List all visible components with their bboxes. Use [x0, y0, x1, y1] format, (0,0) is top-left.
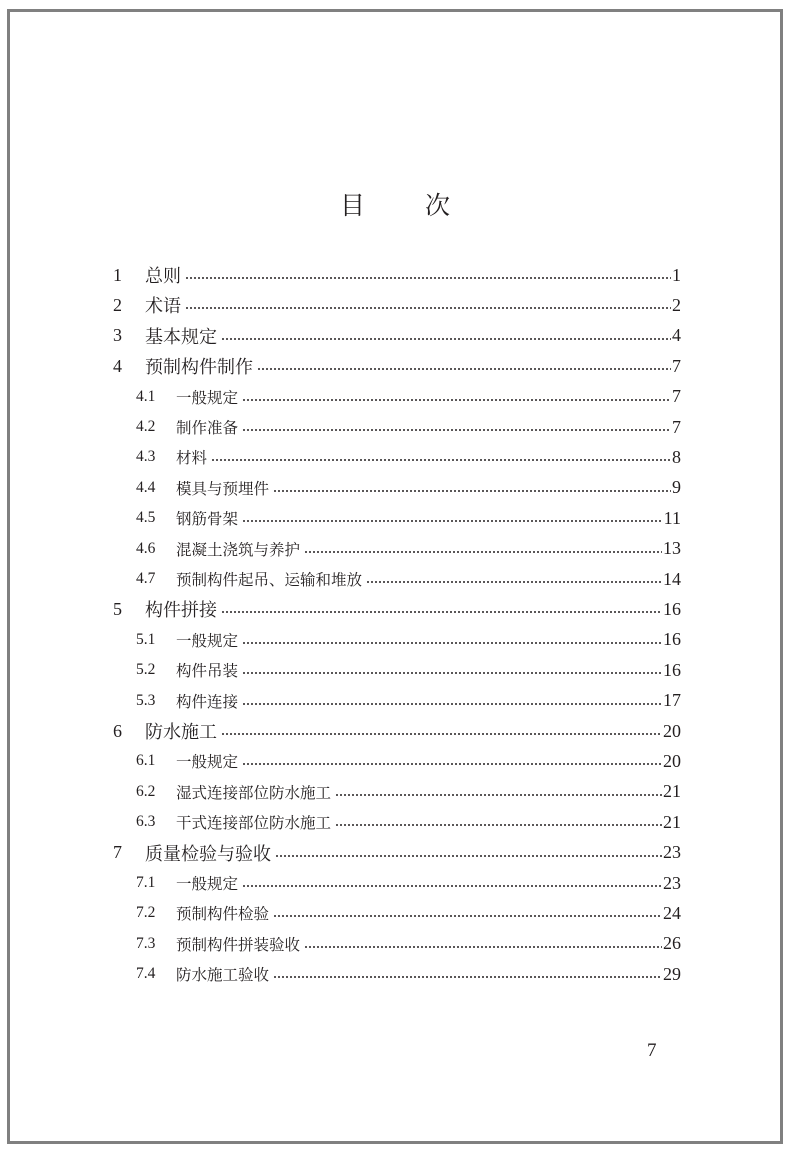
- toc-entry-number: 6.2: [136, 782, 156, 800]
- toc-entry-title: 模具与预埋件: [176, 480, 270, 498]
- toc-entry-title: 预制构件制作: [145, 357, 253, 378]
- title-char-2: 次: [425, 193, 451, 220]
- toc-entry-title: 钢筋骨架: [176, 511, 239, 529]
- toc-entry-title: 基本规定: [145, 326, 217, 347]
- toc-entry-section[interactable]: [136, 625, 681, 655]
- toc-entry-page: 26: [663, 933, 681, 954]
- toc-entry-title: 术语: [145, 296, 181, 317]
- toc-entry-page: 9: [672, 477, 681, 498]
- toc-entry-section[interactable]: [136, 777, 681, 807]
- toc-entry-title: 构件吊装: [176, 663, 239, 681]
- toc-entry-title: 材料: [176, 450, 208, 468]
- toc-entry-section[interactable]: [136, 442, 681, 472]
- toc-entry-page: 8: [672, 446, 681, 467]
- toc-entry-title: 混凝土浇筑与养护: [176, 541, 301, 559]
- toc-entry-number: 4.3: [136, 448, 156, 466]
- toc-entry-page: 7: [672, 386, 681, 407]
- dot-leader: [273, 976, 662, 978]
- toc-entry-number: 7.2: [136, 904, 156, 922]
- toc-entry-number: 7: [113, 842, 122, 863]
- toc-entry-section[interactable]: [136, 473, 681, 503]
- toc-entry-number: 6.1: [136, 752, 156, 770]
- toc-entry-page: 16: [663, 629, 681, 650]
- title-char-1: 目: [339, 193, 365, 220]
- toc-entry-section[interactable]: [136, 807, 681, 837]
- dot-leader: [242, 763, 662, 765]
- toc-entry-number: 4: [113, 355, 122, 376]
- toc-entry-section[interactable]: [136, 929, 681, 959]
- toc-entry-page: 29: [663, 963, 681, 984]
- toc-entry-title: 总则: [145, 266, 181, 286]
- toc-entry-title: 质量检验与验收: [145, 843, 271, 864]
- toc-entry-title: 预制构件检验: [176, 906, 270, 924]
- dot-leader: [185, 307, 671, 309]
- dot-leader: [273, 915, 662, 917]
- toc-entry-section[interactable]: [136, 382, 681, 412]
- dot-leader: [335, 824, 662, 826]
- toc-entry-number: 6: [113, 720, 122, 741]
- dot-leader: [242, 885, 662, 887]
- toc-entry-chapter[interactable]: [113, 594, 681, 624]
- toc-entry-page: 13: [663, 538, 681, 559]
- toc-entry-number: 4.4: [136, 478, 156, 496]
- toc-entry-page: 23: [663, 872, 681, 893]
- toc-entry-number: 1: [113, 264, 122, 285]
- dot-leader: [221, 733, 662, 735]
- toc-entry-number: 7.1: [136, 874, 156, 891]
- dot-leader: [242, 520, 663, 522]
- toc-entry-chapter[interactable]: [113, 290, 681, 320]
- toc-entry-section[interactable]: [136, 686, 681, 716]
- toc-entry-number: 7.3: [136, 934, 156, 952]
- toc-entry-page: 1: [672, 264, 681, 285]
- toc-entry-number: 4.1: [136, 387, 156, 405]
- dot-leader: [242, 429, 671, 431]
- dot-leader: [275, 855, 662, 857]
- toc-entry-section[interactable]: [136, 564, 681, 594]
- toc-entry-page: 20: [663, 750, 681, 771]
- toc-entry-page: 23: [663, 842, 681, 863]
- toc-entry-section[interactable]: [136, 746, 681, 776]
- toc-entry-title: 预制构件拼装验收: [176, 936, 301, 954]
- dot-leader: [242, 672, 662, 674]
- toc-entry-title: 构件连接: [176, 693, 239, 711]
- toc-entry-title: 预制构件起吊、运输和堆放: [176, 572, 363, 589]
- toc-entry-section[interactable]: [136, 868, 681, 898]
- toc-entry-page: 24: [663, 902, 681, 923]
- toc-entry-page: 14: [663, 568, 681, 589]
- toc-entry-page: 11: [663, 507, 681, 528]
- toc-entry-chapter[interactable]: [113, 351, 681, 381]
- toc-entry-number: 4.5: [136, 509, 156, 527]
- toc-entry-title: 一般规定: [176, 389, 239, 407]
- dot-leader: [211, 459, 671, 461]
- toc-entry-chapter[interactable]: [113, 716, 681, 746]
- toc-entry-page: 21: [663, 781, 681, 802]
- toc-entry-number: 2: [113, 294, 122, 315]
- toc-entry-page: 16: [663, 659, 681, 680]
- dot-leader: [273, 490, 671, 492]
- toc-entry-title: 防水施工: [145, 722, 217, 742]
- toc-entry-number: 7.4: [136, 965, 156, 983]
- toc-entry-number: 4.7: [136, 570, 156, 587]
- toc-entry-title: 一般规定: [176, 876, 239, 893]
- dot-leader: [304, 946, 662, 948]
- dot-leader: [242, 703, 662, 705]
- toc-entry-title: 一般规定: [176, 632, 239, 650]
- toc-entry-page: 20: [663, 720, 681, 741]
- dot-leader: [221, 611, 662, 613]
- toc-entry-title: 制作准备: [176, 420, 239, 437]
- toc-entry-page: 21: [663, 811, 681, 832]
- dot-leader: [221, 338, 671, 340]
- toc-entry-number: 5.3: [136, 691, 156, 709]
- toc-entry-page: 7: [672, 355, 681, 376]
- dot-leader: [257, 368, 671, 370]
- toc-entry-chapter[interactable]: [113, 260, 681, 290]
- toc-entry-section[interactable]: [136, 898, 681, 928]
- toc-entry-number: 5.2: [136, 661, 156, 679]
- toc-entry-page: 2: [672, 294, 681, 315]
- toc-entry-section[interactable]: [136, 503, 681, 533]
- toc-entry-title: 防水施工验收: [176, 967, 270, 985]
- dot-leader: [242, 642, 662, 644]
- toc-entry-chapter[interactable]: [113, 321, 681, 351]
- toc-entry-title: 湿式连接部位防水施工: [176, 784, 332, 802]
- toc-entry-page: 4: [672, 325, 681, 346]
- page-title: [0, 186, 790, 222]
- toc-entry-title: 干式连接部位防水施工: [176, 815, 332, 833]
- toc-entry-number: 5: [113, 598, 122, 619]
- toc-entry-section[interactable]: [136, 534, 681, 564]
- toc-entry-title: 一般规定: [176, 754, 239, 772]
- toc-entry-chapter[interactable]: [113, 838, 681, 868]
- dot-leader: [185, 277, 671, 279]
- toc-entry-number: 4.6: [136, 539, 156, 557]
- toc-entry-section[interactable]: [136, 959, 681, 989]
- toc-entry-section[interactable]: [136, 412, 681, 442]
- toc-entry-number: 6.3: [136, 813, 156, 831]
- toc-entry-title: 构件拼接: [145, 600, 217, 621]
- toc-entry-page: 16: [663, 598, 681, 619]
- toc-entry-section[interactable]: [136, 655, 681, 685]
- page-number: 7: [647, 1040, 657, 1061]
- toc-entry-number: 3: [113, 325, 122, 346]
- toc-entry-page: 17: [663, 690, 681, 711]
- toc-entry-number: 4.2: [136, 418, 156, 435]
- dot-leader: [304, 551, 662, 553]
- toc-entry-page: 7: [672, 416, 681, 437]
- toc-entry-number: 5.1: [136, 630, 156, 648]
- dot-leader: [335, 794, 662, 796]
- dot-leader: [366, 581, 662, 583]
- dot-leader: [242, 399, 671, 401]
